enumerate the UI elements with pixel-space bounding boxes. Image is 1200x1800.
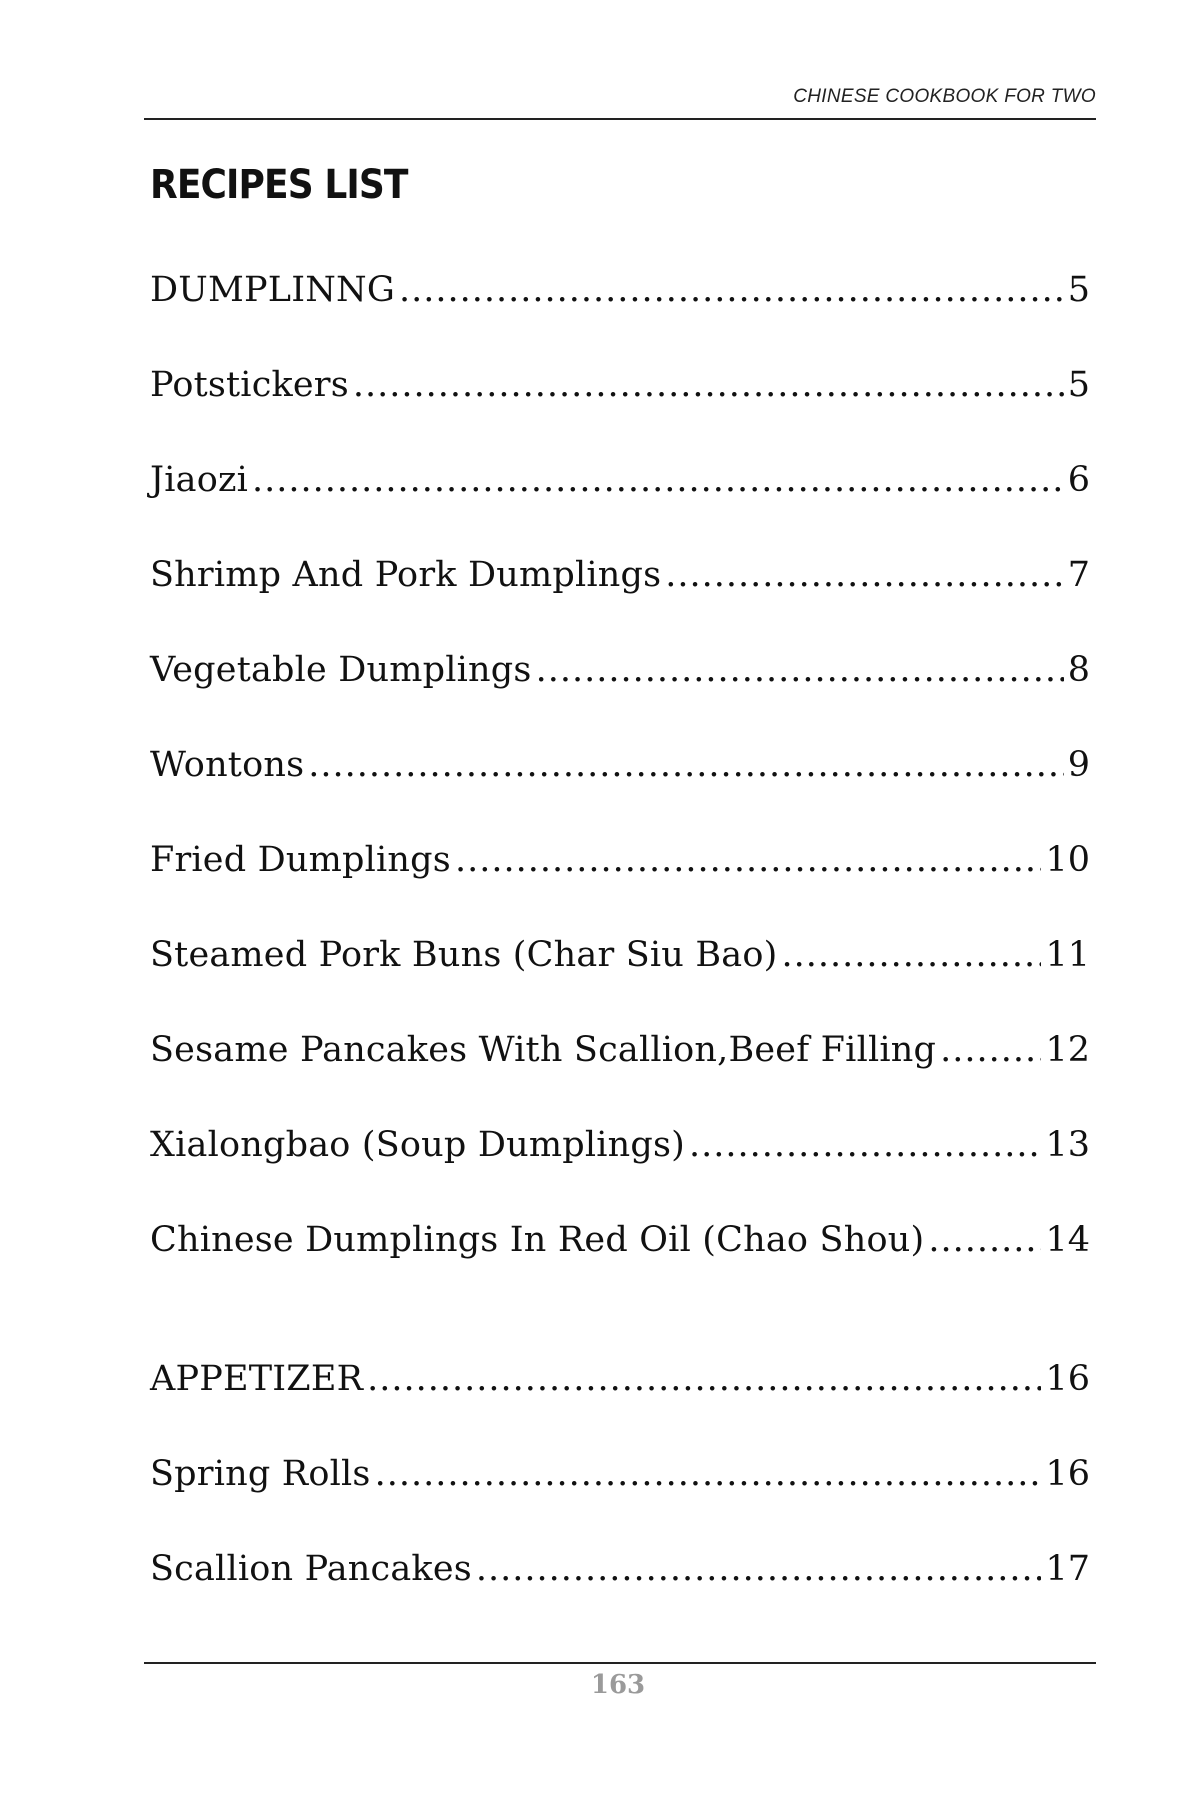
toc-entry-label: Chinese Dumplings In Red Oil (Chao Shou) bbox=[150, 1220, 925, 1260]
toc-entry-label: Jiaozi bbox=[150, 460, 248, 500]
toc-entry-page: 6 bbox=[1067, 460, 1090, 500]
toc-entry-label: APPETIZER bbox=[150, 1359, 364, 1399]
table-of-contents bbox=[150, 270, 1090, 1644]
page-number: 163 bbox=[590, 1670, 646, 1700]
toc-entry-wontons[interactable] bbox=[150, 745, 1090, 840]
toc-entry-page: 16 bbox=[1045, 1454, 1090, 1494]
toc-entry-label: Xialongbao (Soup Dumplings) bbox=[150, 1125, 685, 1165]
dot-leader bbox=[940, 1030, 1041, 1070]
toc-entry-label: Shrimp And Pork Dumplings bbox=[150, 555, 662, 595]
toc-entry-jiaozi[interactable] bbox=[150, 460, 1090, 555]
toc-entry-page: 9 bbox=[1067, 745, 1090, 785]
toc-entry-label: Wontons bbox=[150, 745, 305, 785]
toc-entry-chinese-dumplings-in-red-oil[interactable] bbox=[150, 1220, 1090, 1315]
toc-entry-appetizer[interactable] bbox=[150, 1359, 1090, 1454]
toc-entry-page: 14 bbox=[1045, 1220, 1090, 1260]
dot-leader bbox=[476, 1549, 1042, 1589]
dot-leader bbox=[781, 935, 1041, 975]
toc-entry-label: Fried Dumplings bbox=[150, 840, 451, 880]
toc-entry-label: Sesame Pancakes With Scallion,Beef Filling bbox=[150, 1030, 937, 1070]
footer-rule bbox=[144, 1662, 1096, 1664]
toc-entry-steamed-pork-buns[interactable] bbox=[150, 935, 1090, 1030]
toc-entry-page: 12 bbox=[1045, 1030, 1090, 1070]
toc-entry-label: Potstickers bbox=[150, 365, 349, 405]
toc-entry-dumplinng[interactable] bbox=[150, 270, 1090, 365]
header-rule bbox=[144, 118, 1096, 120]
toc-entry-sesame-pancakes[interactable] bbox=[150, 1030, 1090, 1125]
toc-entry-xialongbao[interactable] bbox=[150, 1125, 1090, 1220]
toc-entry-page: 10 bbox=[1045, 840, 1090, 880]
dot-leader bbox=[375, 1454, 1042, 1494]
toc-entry-page: 7 bbox=[1067, 555, 1090, 595]
dot-leader bbox=[536, 650, 1064, 690]
toc-entry-page: 13 bbox=[1045, 1125, 1090, 1165]
toc-entry-label: Steamed Pork Buns (Char Siu Bao) bbox=[150, 935, 778, 975]
toc-entry-label: Scallion Pancakes bbox=[150, 1549, 472, 1589]
toc-entry-page: 8 bbox=[1067, 650, 1090, 690]
toc-entry-shrimp-and-pork-dumplings[interactable] bbox=[150, 555, 1090, 650]
running-header: CHINESE COOKBOOK FOR TWO bbox=[793, 86, 1096, 107]
dot-leader bbox=[455, 840, 1042, 880]
toc-entry-page: 17 bbox=[1045, 1549, 1090, 1589]
dot-leader bbox=[308, 745, 1063, 785]
toc-entry-page: 16 bbox=[1045, 1359, 1090, 1399]
dot-leader bbox=[399, 270, 1064, 310]
dot-leader bbox=[353, 365, 1064, 405]
toc-entry-page: 5 bbox=[1067, 270, 1090, 310]
dot-leader bbox=[665, 555, 1063, 595]
toc-entry-spring-rolls[interactable] bbox=[150, 1454, 1090, 1549]
dot-leader bbox=[252, 460, 1064, 500]
toc-entry-scallion-pancakes[interactable] bbox=[150, 1549, 1090, 1644]
dot-leader bbox=[689, 1125, 1041, 1165]
toc-entry-fried-dumplings[interactable] bbox=[150, 840, 1090, 935]
toc-entry-potstickers[interactable] bbox=[150, 365, 1090, 460]
toc-entry-page: 5 bbox=[1067, 365, 1090, 405]
toc-entry-label: Spring Rolls bbox=[150, 1454, 371, 1494]
toc-entry-vegetable-dumplings[interactable] bbox=[150, 650, 1090, 745]
toc-entry-label: Vegetable Dumplings bbox=[150, 650, 532, 690]
page-title: RECIPES LIST bbox=[150, 162, 408, 208]
dot-leader bbox=[928, 1220, 1041, 1260]
dot-leader bbox=[367, 1359, 1041, 1399]
toc-entry-label: DUMPLINNG bbox=[150, 270, 396, 310]
toc-entry-page: 11 bbox=[1045, 935, 1090, 975]
